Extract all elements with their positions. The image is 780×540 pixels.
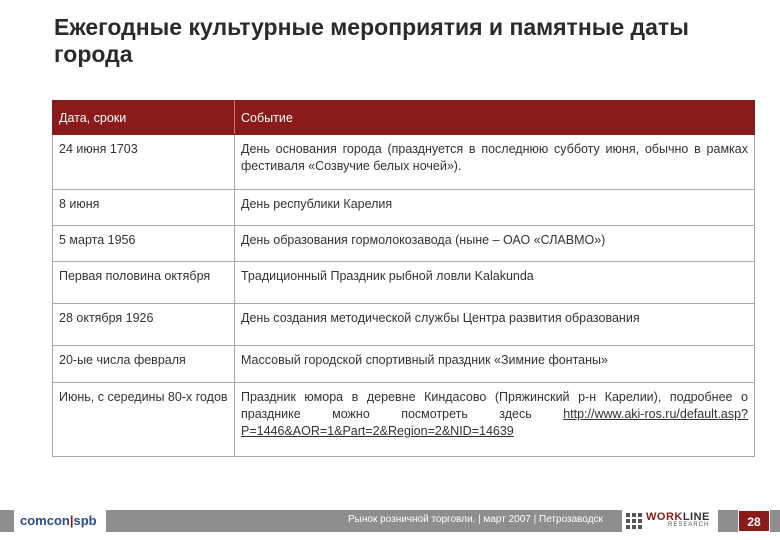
footer-caption: Рынок розничной торговли. | март 2007 | Петрозаводск [348, 514, 603, 525]
comcon-spb-logo [14, 509, 106, 533]
row-date: 20-ые числа февраля [53, 346, 235, 383]
row-event: День образования гормолокозавода (ныне – ОАО «СЛАВМО») [235, 226, 755, 262]
slide-title: Ежегодные культурные мероприятия и памятные даты города [54, 14, 689, 67]
row-event: День республики Карелия [235, 190, 755, 226]
row-event [235, 383, 755, 457]
row-event: Традиционный Праздник рыбной ловли Kalakunda [235, 262, 755, 304]
table-row [53, 135, 755, 190]
table-header-row [53, 101, 755, 135]
row-date: 28 октября 1926 [53, 304, 235, 346]
workline-work: WORK [646, 511, 683, 523]
table-row [53, 262, 755, 304]
logo-separator: | [69, 513, 74, 528]
column-header-event: Событие [235, 101, 755, 135]
table-row [53, 190, 755, 226]
column-header-date: Дата, сроки [53, 101, 235, 135]
grid-icon [626, 513, 642, 529]
row-date: Июнь, с середины 80-х годов [53, 383, 235, 457]
row-event: Массовый городской спортивный праздник «Зимние фонтаны» [235, 346, 755, 383]
workline-line: LINE [682, 511, 710, 523]
logo-spb-text: spb [73, 513, 97, 528]
row-date: Первая половина октября [53, 262, 235, 304]
row-event: День основания города (празднуется в последнюю субботу июня, обычно в рамках фестиваля «Созвучие белых ночей»). [235, 135, 755, 190]
row-date: 5 марта 1956 [53, 226, 235, 262]
table-row [53, 383, 755, 457]
table-row [53, 346, 755, 383]
row-date: 24 июня 1703 [53, 135, 235, 190]
workline-research: RESEARCH [668, 522, 710, 528]
row-event-text: Праздник юмора в деревне Киндасово (Пряжинский р-н Карелии), подробнее о празднике можно посмотреть здесь [241, 390, 748, 421]
row-event: День создания методической службы Центра развития образования [235, 304, 755, 346]
workline-logo [622, 510, 718, 532]
row-date: 8 июня [53, 190, 235, 226]
details-link[interactable]: http://www.aki-ros.ru/default.asp?P=1446&AOR=1&Part=2&Region=2&NID=14639 [241, 407, 748, 438]
logo-comcon-text: comcon [20, 513, 70, 528]
table-row [53, 226, 755, 262]
page-number: 28 [738, 510, 770, 532]
events-table [52, 100, 755, 457]
table-row [53, 304, 755, 346]
